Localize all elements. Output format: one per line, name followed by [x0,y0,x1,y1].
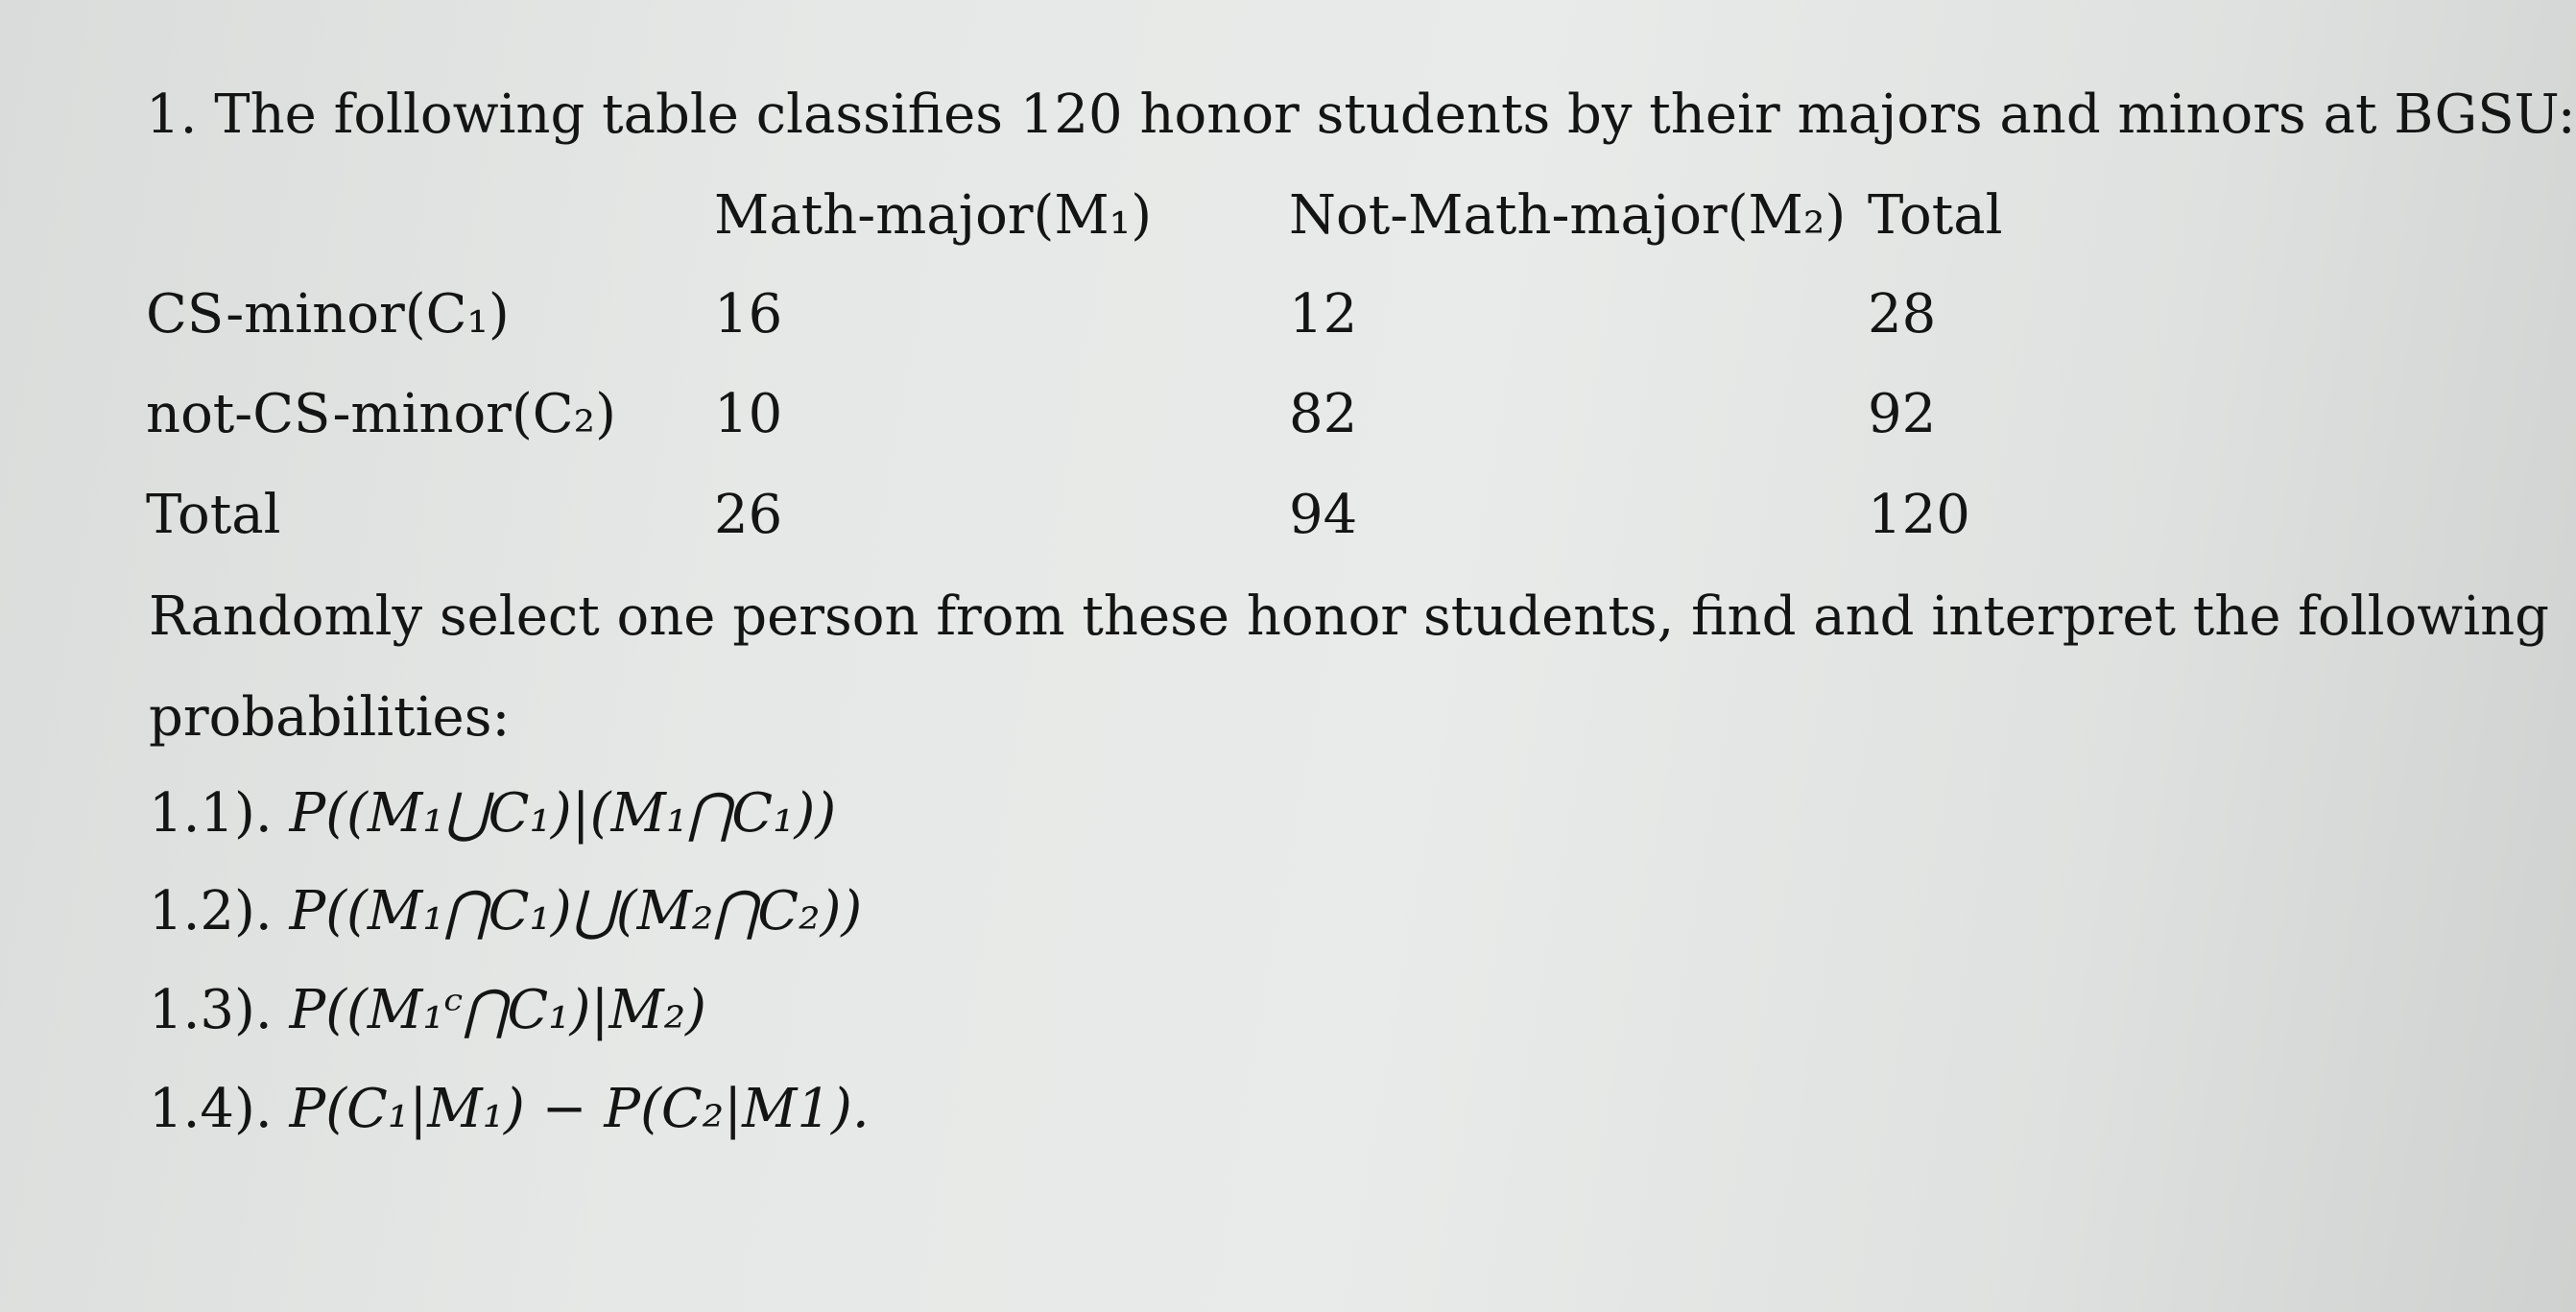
question-expression: P((M₁ᶜ⋂C₁)|M₂) [289,979,707,1041]
row-label-cs-minor: CS-minor(C₁) [146,283,510,346]
row-label-total: Total [146,484,281,546]
table-cell: 92 [1868,383,1937,445]
table-cell: 82 [1289,383,1358,445]
table-cell: 12 [1289,283,1358,346]
table-cell: 94 [1289,484,1358,546]
question-expression: P((M₁⋂C₁)⋃(M₂⋂C₂)) [289,880,863,942]
instructions-line-1: Randomly select one person from these honor students, find and interpret the following [149,585,2550,648]
question-expression: P((M₁⋃C₁)|(M₁⋂C₁)) [289,782,837,845]
table-cell: 28 [1868,283,1937,346]
table-cell: 16 [714,283,783,346]
question-expression: P(C₁|M₁) − P(C₂|M1). [289,1078,870,1140]
table-cell: 120 [1868,484,1970,546]
row-label-not-cs-minor: not-CS-minor(C₂) [146,383,616,445]
question-number: 1.3). [149,979,273,1041]
table-cell: 10 [714,383,783,445]
column-header-math-major: Math-major(M₁) [714,184,1153,247]
question-number: 1.2). [149,880,273,942]
problem-heading: 1. The following table classifies 120 honor students by their majors and minors at BGSU: [146,83,2576,146]
question-number: 1.4). [149,1078,273,1140]
question-number: 1.1). [149,782,273,845]
question-1-3 [149,979,707,1041]
column-header-not-math-major: Not-Math-major(M₂) [1289,184,1847,247]
question-1-4 [149,1078,870,1140]
table-cell: 26 [714,484,783,546]
instructions-line-2: probabilities: [149,686,511,749]
question-1-2 [149,880,863,942]
column-header-total: Total [1868,184,2003,247]
question-1-1 [149,782,837,845]
